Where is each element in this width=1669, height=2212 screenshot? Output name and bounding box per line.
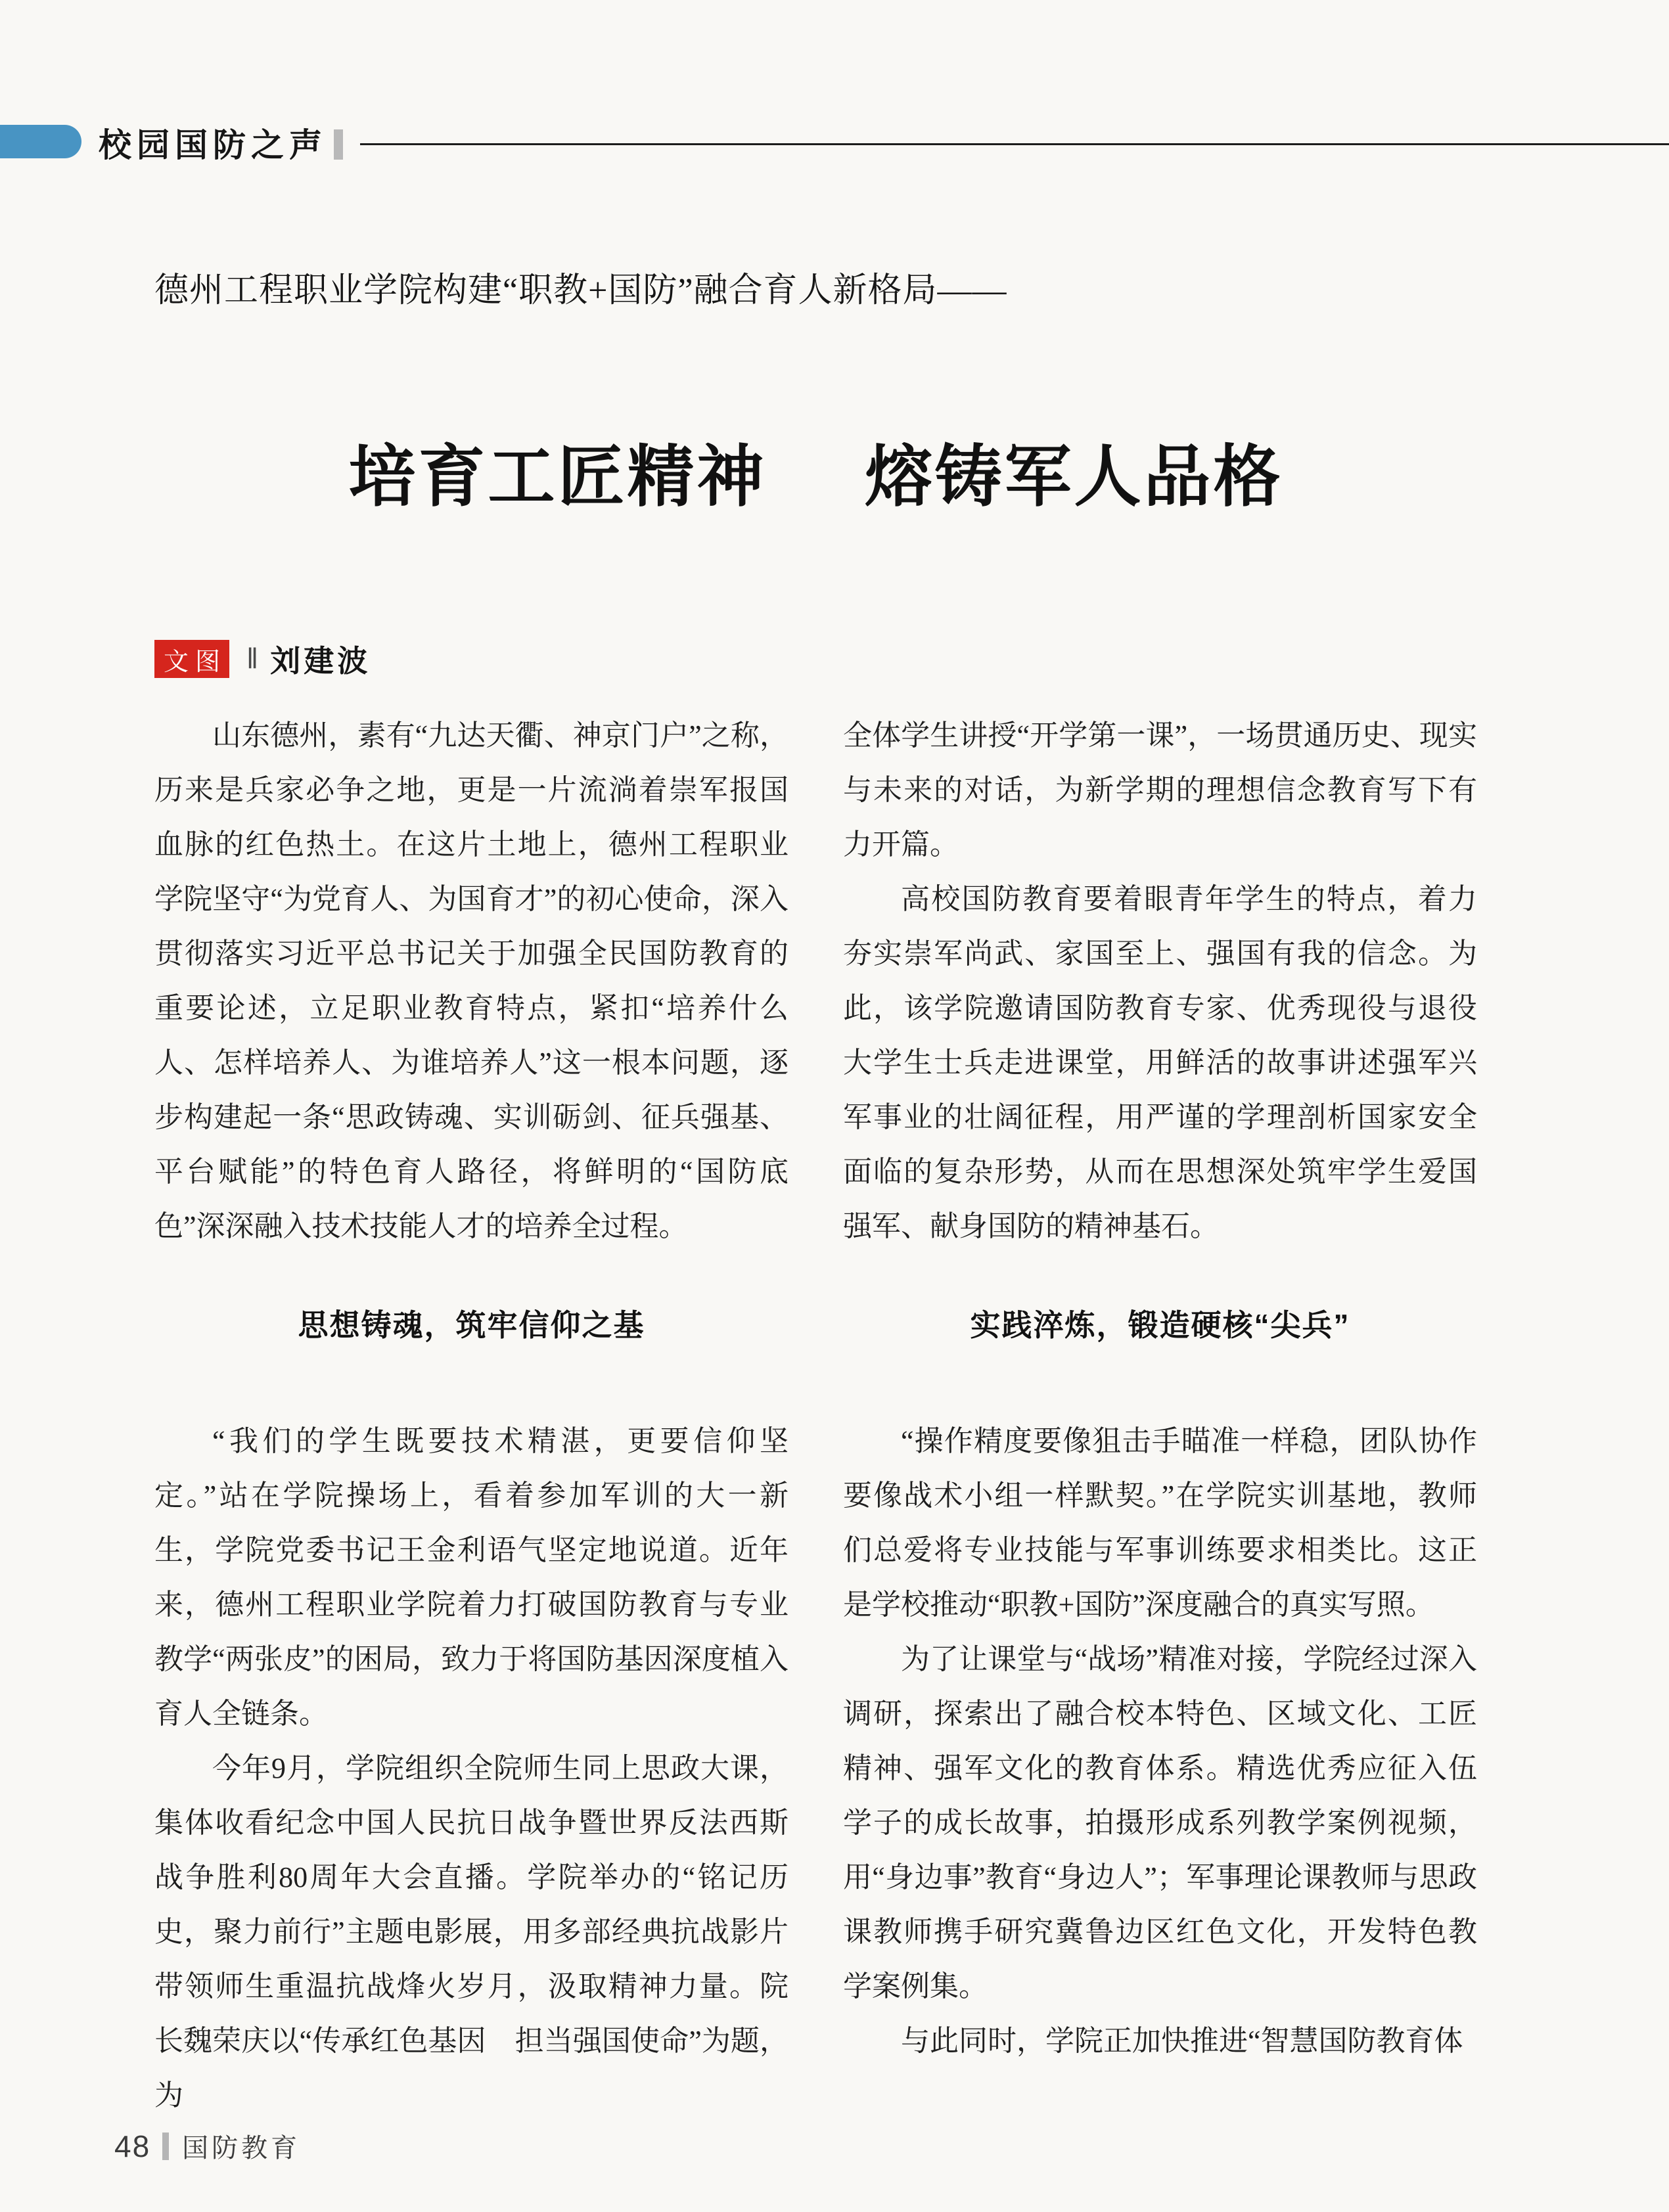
paragraph: 为了让课堂与“战场”精准对接，学院经过深入调研，探索出了融合校本特色、区域文化、工匠精神、强军文化的教育体系。精选优秀应征入伍学子的成长故事，拍摄形成系列教学案例视频，用“身边事”教育“身边人”；军事理论课教师与思政课教师携手研究冀鲁边区红色文化，开发特色教学案例集。	[843, 1643, 1477, 2002]
paragraph: 今年9月，学院组织全院师生同上思政大课，集体收看纪念中国人民抗日战争暨世界反法西斯战争胜利80周年大会直播。学院举办的“铭记历史，聚力前行”主题电影展，用多部经典抗战影片带领师生重温抗战烽火岁月，汲取精神力量。院长魏荣庆以“传承红色基因 担当强国使命”为题，为	[154, 1752, 789, 2111]
byline-tag-badge: 文图	[154, 640, 229, 678]
footer-divider-bar	[162, 2133, 169, 2160]
article-kicker: 德州工程职业学院构建“职教+国防”融合育人新格局——	[154, 272, 1007, 309]
page-footer	[114, 2127, 300, 2165]
article-title	[154, 438, 1477, 516]
paragraph: “操作精度要像狙击手瞄准一样稳，团队协作要像战术小组一样默契。”在学院实训基地，教师们总爱将专业技能与军事训练要求相类比。这正是学校推动“职教+国防”深度融合的真实写照。	[843, 1425, 1477, 1621]
byline-separator: ‖	[246, 643, 259, 675]
paragraph: 山东德州，素有“九达天衢、神京门户”之称，历来是兵家必争之地，更是一片流淌着崇军报国血脉的红色热土。在这片土地上，德州工程职业学院坚守“为党育人、为国育才”的初心使命，深入贯彻落实习近平总书记关于加强全民国防教育的重要论述，立足职业教育特点，紧扣“培养什么人、怎样培养人、为谁培养人”这一根本问题，逐步构建起一条“思政铸魂、实训砺剑、征兵强基、平台赋能”的特色育人路径，将鲜明的“国防底色”深深融入技术技能人才的培养全过程。	[154, 719, 789, 1242]
section-heading-right: 实践淬炼，锻造硬核“尖兵”	[970, 1308, 1350, 1342]
paragraph: 与此同时，学院正加快推进“智慧国防教育体	[901, 2025, 1463, 2057]
byline	[154, 637, 371, 681]
footer-section-label: 国防教育	[182, 2134, 301, 2163]
left-column-intro-block	[154, 708, 789, 1253]
article-title-part2: 熔铸军人品格	[865, 440, 1283, 514]
column-header-title: 校园国防之声	[99, 127, 327, 164]
paragraph: “我们的学生既要技术精湛，更要信仰坚定。”站在学院操场上，看着参加军训的大一新生，学院党委书记王金利语气坚定地说道。近年来，德州工程职业学院着力打破国防教育与专业教学“两张皮”的困局，致力于将国防基因深度植入育人全链条。	[154, 1425, 789, 1730]
page-number: 48	[114, 2129, 151, 2163]
section-heading-left: 思想铸魂，筑牢信仰之基	[298, 1308, 645, 1342]
paragraph-continuation: 全体学生讲授“开学第一课”，一场贯通历史、现实与未来的对话，为新学期的理想信念教育写下有力开篇。	[843, 719, 1477, 861]
header-rule-line	[360, 143, 1669, 145]
header-divider-bar	[334, 129, 343, 160]
right-column-intro-block	[843, 708, 1477, 1253]
byline-author: 刘建波	[270, 644, 371, 678]
left-column	[154, 708, 789, 2123]
paragraph: 高校国防教育要着眼青年学生的特点，着力夯实崇军尚武、家国至上、强国有我的信念。为此，该学院邀请国防教育专家、优秀现役与退役大学生士兵走进课堂，用鲜活的故事讲述强军兴军事业的壮阔征程，用严谨的学理剖析国家安全面临的复杂形势，从而在思想深处筑牢学生爱国强军、献身国防的精神基石。	[843, 883, 1477, 1242]
article-title-part1: 培育工匠精神	[348, 440, 767, 514]
right-column	[843, 708, 1477, 2068]
header-tab-shape	[0, 125, 81, 158]
